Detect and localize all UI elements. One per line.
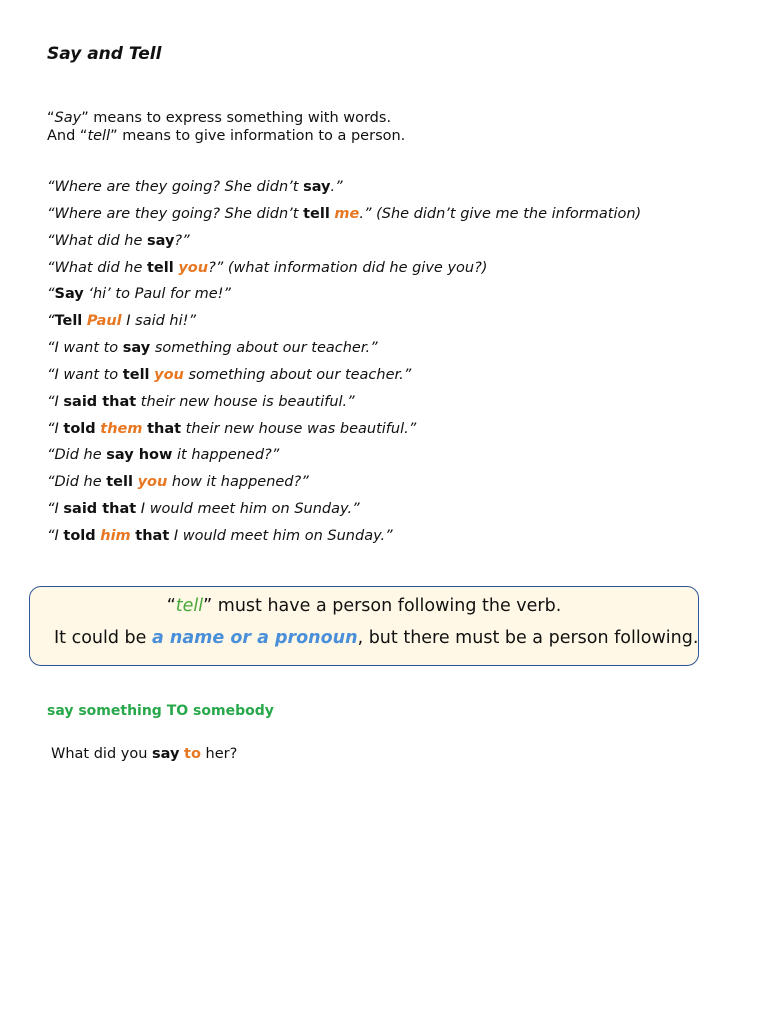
example-sentence: “I want to tell you something about our teacher.” bbox=[47, 366, 412, 383]
example-sentence: “I said that I would meet him on Sunday.” bbox=[47, 501, 360, 518]
example-sentences bbox=[47, 177, 641, 553]
say-term: Say bbox=[54, 110, 82, 126]
name-or-pronoun-highlight: a name or a pronoun bbox=[151, 628, 358, 648]
section-subheading: say something TO somebody bbox=[47, 703, 274, 719]
intro-line-tell: And “tell” means to give information to a person. bbox=[47, 128, 406, 144]
example-sentence: “Tell Paul I said hi!” bbox=[47, 313, 196, 330]
rule-line-tell: “tell” must have a person following the verb. bbox=[166, 596, 562, 616]
tell-highlight: tell bbox=[175, 596, 204, 616]
example-sentence: “What did he tell you?” (what information did he give you?) bbox=[47, 259, 488, 276]
example-sentence: “I told him that I would meet him on Sunday.” bbox=[47, 527, 393, 544]
example-sentence: “Where are they going? She didn’t say.” bbox=[47, 179, 343, 195]
example-sentence: “Where are they going? She didn’t tell me.” (She didn’t give me the information) bbox=[47, 205, 642, 222]
example-sentence: “I want to say something about our teacher.” bbox=[47, 340, 378, 357]
example-sentence: “Say ‘hi’ to Paul for me!” bbox=[47, 286, 231, 303]
example-sentence: “I told them that their new house was beautiful.” bbox=[47, 420, 417, 437]
example-sentence: “Did he tell you how it happened?” bbox=[47, 474, 309, 491]
example-question: What did you say to her? bbox=[51, 746, 238, 762]
page-title: Say and Tell bbox=[47, 44, 162, 64]
rule-callout-box bbox=[29, 586, 699, 666]
example-sentence: “I said that their new house is beautiful.” bbox=[47, 393, 355, 410]
intro-definitions bbox=[47, 109, 405, 145]
rule-line-person: It could be a name or a pronoun, but there must be a person following. bbox=[54, 628, 699, 648]
example-sentence: “Did he say how it happened?” bbox=[47, 447, 280, 464]
intro-line-say: “Say” means to express something with words. bbox=[47, 110, 392, 126]
example-sentence: “What did he say?” bbox=[47, 232, 190, 249]
tell-term: tell bbox=[87, 128, 111, 144]
